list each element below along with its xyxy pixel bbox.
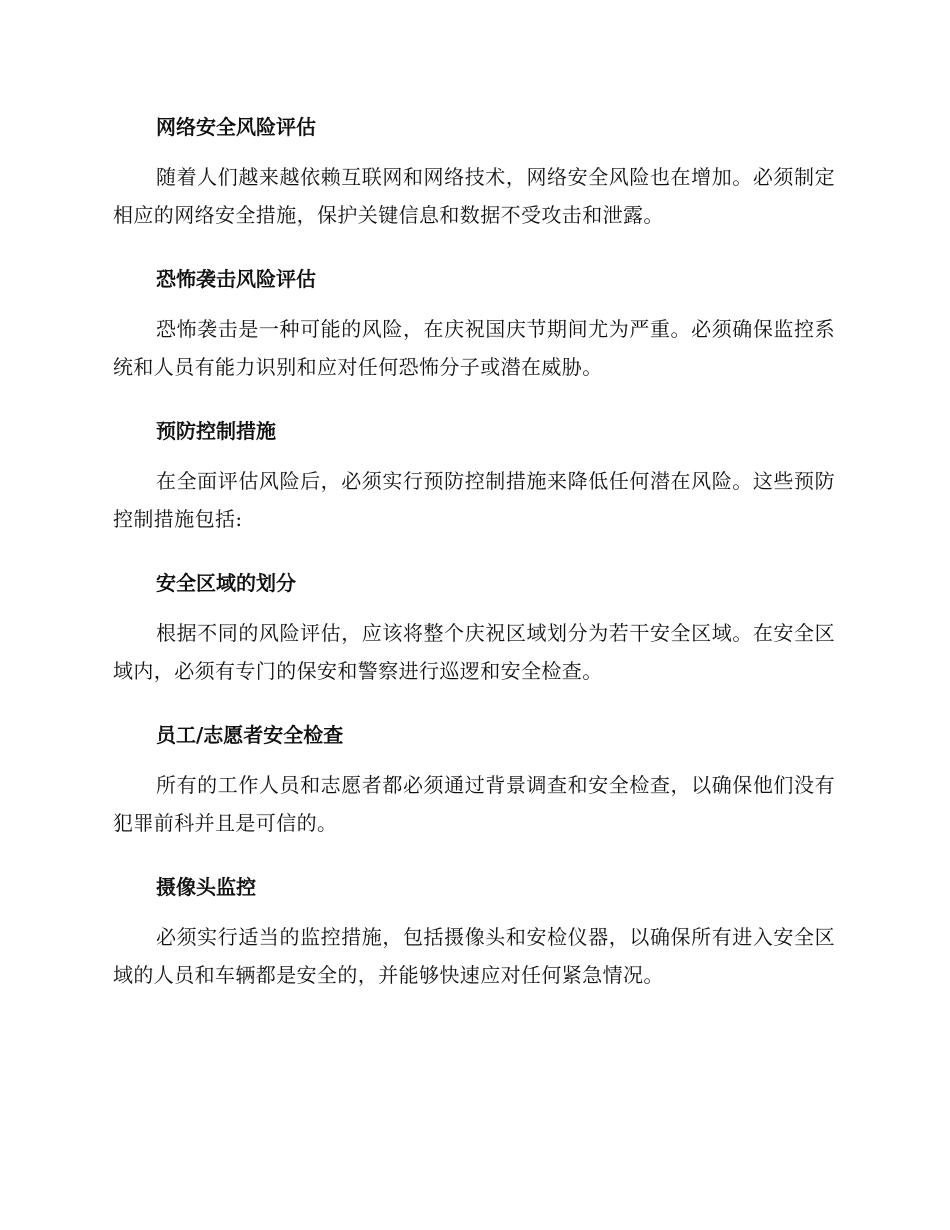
section-preventive-controls	[113, 412, 835, 538]
section-paragraph: 必须实行适当的监控措施，包括摄像头和安检仪器，以确保所有进入安全区域的人员和车辆都是安全的，并能够快速应对任何紧急情况。	[113, 925, 835, 987]
section-heading: 摄像头监控	[156, 875, 256, 899]
section-paragraph: 根据不同的风险评估，应该将整个庆祝区域划分为若干安全区域。在安全区域内，必须有专门的保安和警察进行巡逻和安全检查。	[113, 621, 835, 683]
document-content	[113, 108, 835, 1020]
section-paragraph: 所有的工作人员和志愿者都必须通过背景调查和安全检查，以确保他们没有犯罪前科并且是可信的。	[113, 773, 835, 835]
section-paragraph: 随着人们越来越依赖互联网和网络技术，网络安全风险也在增加。必须制定相应的网络安全措施，保护关键信息和数据不受攻击和泄露。	[113, 165, 835, 227]
section-paragraph: 在全面评估风险后，必须实行预防控制措施来降低任何潜在风险。这些预防控制措施包括:	[113, 469, 835, 531]
section-heading: 安全区域的划分	[156, 571, 296, 595]
section-heading: 网络安全风险评估	[156, 115, 316, 139]
section-heading: 预防控制措施	[156, 419, 276, 443]
section-staff-volunteer-checks	[113, 716, 835, 842]
section-heading: 员工/志愿者安全检查	[156, 723, 344, 747]
section-network-security-risk	[113, 108, 835, 234]
section-heading: 恐怖袭击风险评估	[156, 267, 316, 291]
section-camera-monitoring	[113, 868, 835, 994]
section-paragraph: 恐怖袭击是一种可能的风险，在庆祝国庆节期间尤为严重。必须确保监控系统和人员有能力识别和应对任何恐怖分子或潜在威胁。	[113, 317, 835, 379]
section-terror-attack-risk	[113, 260, 835, 386]
section-security-zones	[113, 564, 835, 690]
